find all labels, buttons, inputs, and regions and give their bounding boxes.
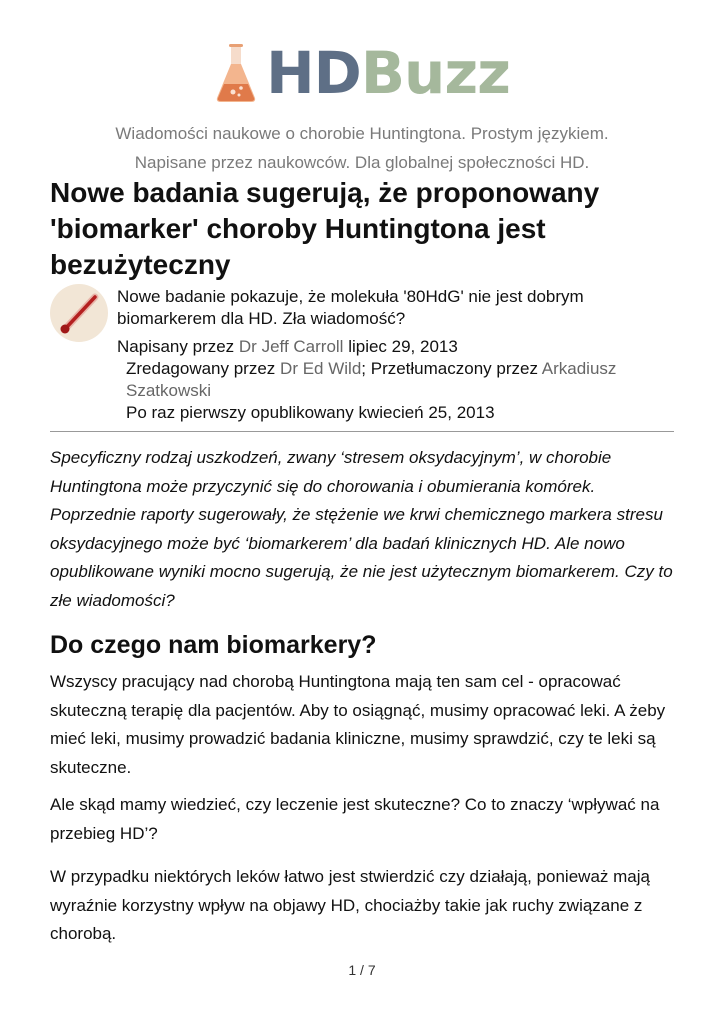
edited-by-label: Zredagowany przez	[126, 359, 276, 378]
flask-icon	[214, 42, 258, 104]
hdbuzz-logo	[0, 40, 724, 106]
byline-author	[117, 336, 687, 358]
section-heading: Do czego nam biomarkery?	[50, 631, 377, 659]
first-published: Po raz pierwszy opublikowany kwiecień 25, 2013	[126, 403, 495, 422]
article-title: Nowe badania sugerują, że proponowany 'biomarker' choroby Huntingtona jest bezużyteczny	[50, 177, 600, 280]
paragraph-1: Wszyscy pracujący nad chorobą Huntingtona mają ten sam cel - opracować skuteczną terapię dla pacjentów. Aby to osiągnąć, musimy opracować leki. A żeby mieć leki, musimy prowadzić badania kliniczne, musimy sprawdzić, czy te leki są skuteczne.	[50, 672, 666, 777]
page-number: 1 / 7	[348, 962, 376, 978]
author-link[interactable]: Dr Jeff Carroll	[238, 337, 344, 356]
tagline-line-1: Wiadomości naukowe o chorobie Huntingtona. Prostym językiem.	[115, 124, 609, 143]
paragraph-2: Ale skąd mamy wiedzieć, czy leczenie jest skuteczne? Co to znaczy ‘wpływać na przebieg HD’?	[50, 795, 660, 843]
paragraph-3: W przypadku niektórych leków łatwo jest stwierdzić czy działają, ponieważ mają wyraźnie korzystny wpływ na objawy HD, chociażby takie jak ruchy związane z chorobą.	[50, 867, 650, 944]
logo-text-buzz: Buzz	[360, 39, 510, 107]
written-by-label: Napisany przez	[117, 337, 235, 356]
byline-editor	[126, 358, 686, 402]
logo-text-hd: HD	[266, 39, 361, 107]
article-summary: Nowe badanie pokazuje, że molekuła '80HdG' nie jest dobrym biomarkerem dla HD. Zła wiadomość?	[117, 287, 584, 328]
publish-date: lipiec 29, 2013	[348, 337, 458, 356]
divider	[50, 431, 674, 432]
tagline-line-2: Napisane przez naukowców. Dla globalnej społeczności HD.	[134, 153, 590, 172]
article-intro: Specyficzny rodzaj uszkodzeń, zwany ‘stresem oksydacyjnym’, w chorobie Huntingtona może przyczynić się do chorowania i obumierania komórek. Poprzednie raporty sugerowały, że stężenie we krwi chemicznego markera stresu oksydacyjnego może być ‘biomarkerem’ dla badań klinicznych HD. Ale nowo opublikowane wyniki mocno sugerują, że nie jest użytecznym biomarkerem. Czy to złe wiadomości?	[50, 448, 673, 610]
translator-link[interactable]: Arkadiusz Szatkowski	[126, 359, 617, 400]
editor-link[interactable]: Dr Ed Wild	[280, 359, 362, 378]
translated-by-label: ; Przetłumaczony przez	[361, 359, 538, 378]
article-thumbnail	[50, 284, 108, 342]
thermometer-icon	[50, 284, 108, 342]
